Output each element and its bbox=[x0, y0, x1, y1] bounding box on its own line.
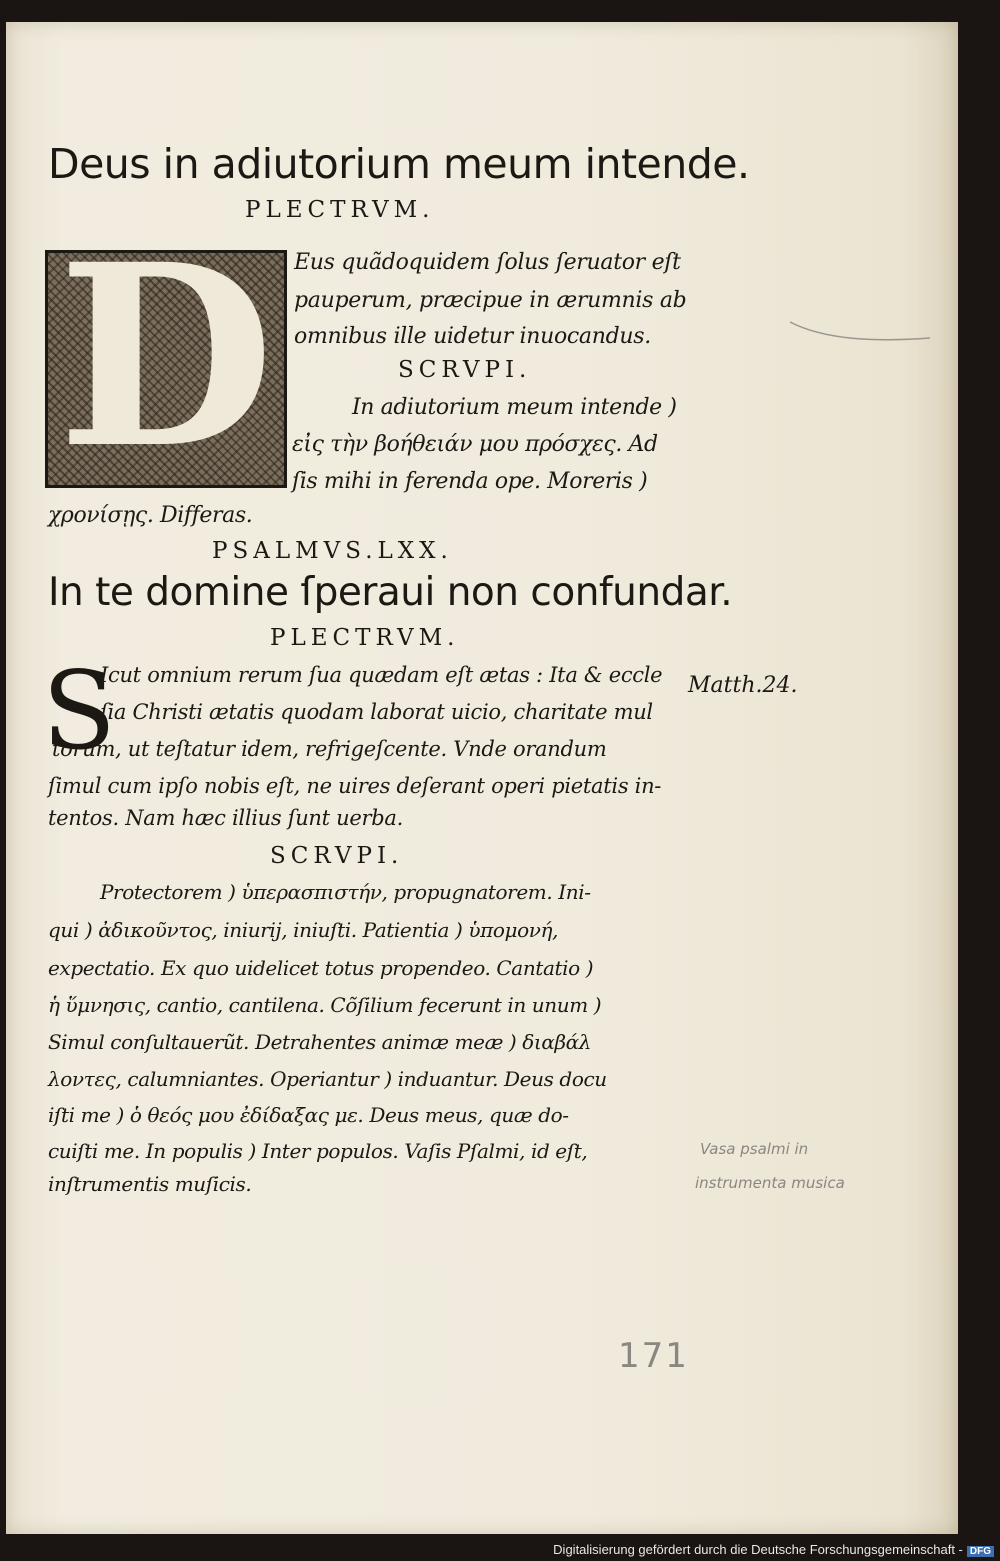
dfg-logo: DFG bbox=[967, 1546, 994, 1557]
sec4-line-3: expectatio. Ex quo uidelicet totus propendeo. Cantatio ) bbox=[48, 956, 594, 980]
scrupi-label-1: SCRVPI. bbox=[398, 357, 532, 383]
scrupi-label-2: SCRVPI. bbox=[270, 843, 404, 869]
sec3-line-2: ſia Christi ætatis quodam laborat uicio, charitate mul bbox=[100, 700, 653, 724]
plectrum-label-1: PLECTRVM. bbox=[245, 197, 435, 223]
pencil-annotation-2: instrumenta musica bbox=[695, 1174, 845, 1192]
sec4-line-1: Protectorem ) ὑπερασπιστήν, propugnatorem. Ini- bbox=[100, 880, 591, 904]
sec2-line-1: In adiutorium meum intende ) bbox=[352, 395, 677, 420]
sec2-line-3: ſis mihi in ferenda ope. Moreris ) bbox=[292, 469, 648, 494]
sec4-line-6: λοντες, calumniantes. Operiantur ) induantur. Deus docu bbox=[48, 1067, 607, 1091]
sec4-line-4: ἡ ὕμνησις, cantio, cantilena. Cõſilium fecerunt in unum ) bbox=[48, 993, 602, 1017]
pencil-annotation-1: Vasa psalmi in bbox=[700, 1140, 809, 1158]
sec3-line-1: Icut omnium rerum ſua quædam eſt ætas : Ita & eccle bbox=[100, 663, 663, 687]
initial-letter-s: S bbox=[42, 649, 116, 774]
initial-letter-d: D bbox=[57, 209, 275, 503]
folio-number: 171 bbox=[618, 1336, 689, 1376]
psalm-label: PSALMVS.LXX. bbox=[212, 538, 453, 564]
sec4-line-5: Simul conſultauerũt. Detrahentes animæ meæ ) διαβάλ bbox=[48, 1030, 592, 1054]
sec3-line-5: tentos. Nam hæc illius ſunt uerba. bbox=[48, 806, 403, 830]
footer-text: Digitalisierung gefördert durch die Deutsche Forschungsgemeinschaft - bbox=[553, 1542, 963, 1557]
sec4-line-7: iſti me ) ὁ θεός μου ἐδίδαξας με. Deus meus, quæ do- bbox=[48, 1103, 569, 1127]
page-heading: Deus in adiutorium meum intende. bbox=[48, 140, 750, 188]
sec1-line-1: Eus quãdoquidem ſolus ſeruator eſt bbox=[294, 250, 681, 275]
decorated-initial-d bbox=[45, 209, 287, 503]
margin-note-matthew: Matth.24. bbox=[688, 673, 798, 698]
sec4-line-9: inſtrumentis muſicis. bbox=[48, 1172, 252, 1196]
sec4-line-8: cuiſti me. In populis ) Inter populos. Vaſis Pſalmi, id eſt, bbox=[48, 1139, 588, 1163]
sec3-line-4: ſimul cum ipſo nobis eſt, ne uires deſerant operi pietatis in- bbox=[48, 774, 662, 798]
sec2-line-2: εἰς τὴν βοήθειάν μου πρόσχες. Ad bbox=[292, 432, 658, 457]
footer-credit bbox=[553, 1542, 994, 1557]
sec4-line-2: qui ) ἀδικοῦντος, iniurij, iniuſti. Patientia ) ὑπομονή, bbox=[48, 918, 559, 942]
sec3-line-3: torum, ut teſtatur idem, refrigeſcente. Vnde orandum bbox=[52, 737, 607, 761]
plectrum-label-2: PLECTRVM. bbox=[270, 625, 460, 651]
sec1-line-3: omnibus ille uidetur inuocandus. bbox=[294, 324, 651, 349]
sec2-line-4: χρονίσῃς. Differas. bbox=[48, 503, 253, 528]
psalm-title: In te domine ſperaui non confundar. bbox=[48, 570, 733, 615]
pencil-stroke bbox=[785, 310, 935, 350]
sec1-line-2: pauperum, præcipue in ærumnis ab bbox=[294, 288, 687, 313]
